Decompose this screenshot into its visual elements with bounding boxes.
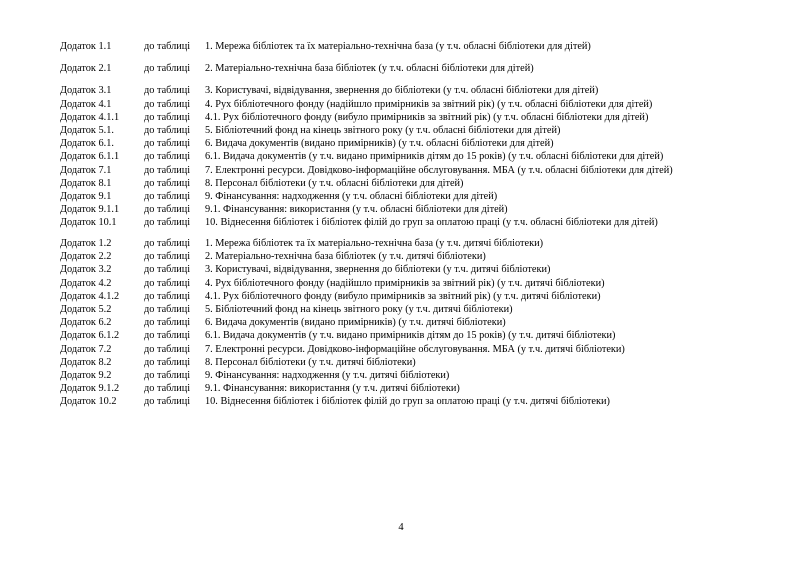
table-reference-label: до таблиці — [144, 85, 191, 97]
table-title: 1. Мережа бібліотек та їх матеріально-технічна база (у т.ч. обласні бібліотеки для дітей) — [205, 41, 591, 52]
appendix-row — [60, 237, 780, 250]
table-title: 3. Користувачі, відвідування, звернення до бібліотеки (у т.ч. дитячі бібліотеки) — [205, 264, 551, 276]
table-title: 8. Персонал бібліотеки (у т.ч. дитячі бібліотеки) — [205, 356, 416, 368]
appendix-row — [60, 250, 780, 263]
table-title: 8. Персонал бібліотеки (у т.ч. обласні бібліотеки для дітей) — [205, 177, 464, 189]
appendix-list-regional — [60, 40, 780, 229]
table-title: 2. Матеріально-технічна база бібліотек (у т.ч. обласні бібліотеки для дітей) — [205, 63, 534, 75]
appendix-row — [60, 343, 780, 356]
table-reference-label: до таблиці — [144, 217, 191, 229]
appendix-row — [60, 277, 780, 290]
appendix-row — [60, 40, 780, 53]
table-title: 4. Рух бібліотечного фонду (надійшло примірників за звітний рік) (у т.ч. обласні бібліотеки для дітей) — [205, 98, 653, 110]
appendix-code: Додаток 4.1.2 — [60, 290, 120, 302]
table-reference-label: до таблиці — [144, 177, 191, 189]
table-title: 6.1. Видача документів (у т.ч. видано примірників дітям до 15 років) (у т.ч. дитячі бібліотеки) — [205, 330, 616, 342]
appendix-row — [60, 137, 780, 150]
appendix-row — [60, 395, 780, 408]
appendix-code: Додаток 8.2 — [60, 356, 112, 368]
table-reference-label: до таблиці — [144, 111, 191, 123]
appendix-row — [60, 369, 780, 382]
table-reference-label: до таблиці — [144, 164, 191, 176]
table-reference-label: до таблиці — [144, 264, 191, 276]
table-title: 6.1. Видача документів (у т.ч. видано примірників дітям до 15 років) (у т.ч. обласні бібліотеки для дітей) — [205, 151, 664, 163]
table-title: 5. Бібліотечний фонд на кінець звітного року (у т.ч. обласні бібліотеки для дітей) — [205, 124, 561, 136]
table-title: 4. Рух бібліотечного фонду (надійшло примірників за звітний рік) (у т.ч. дитячі бібліотеки) — [205, 277, 605, 289]
appendix-code: Додаток 10.1 — [60, 217, 117, 229]
appendix-code: Додаток 8.1 — [60, 177, 112, 189]
appendix-code: Додаток 3.2 — [60, 264, 112, 276]
appendix-code: Додаток 9.1 — [60, 190, 112, 202]
appendix-code: Додаток 9.1.1 — [60, 204, 120, 216]
table-reference-label: до таблиці — [144, 251, 191, 263]
appendix-code: Додаток 1.1 — [60, 41, 112, 52]
appendix-list-children — [60, 237, 780, 408]
appendix-code: Додаток 2.2 — [60, 251, 112, 263]
appendix-row — [60, 164, 780, 177]
appendix-row — [60, 329, 780, 342]
appendix-code: Додаток 4.1.1 — [60, 111, 120, 123]
table-reference-label: до таблиці — [144, 98, 191, 110]
appendix-row — [60, 62, 780, 75]
table-title: 9.1. Фінансування: використання (у т.ч. обласні бібліотеки для дітей) — [205, 204, 508, 216]
table-title: 6. Видача документів (видано примірників) (у т.ч. обласні бібліотеки для дітей) — [205, 138, 554, 150]
appendix-code: Додаток 10.2 — [60, 396, 117, 408]
table-reference-label: до таблиці — [144, 204, 191, 216]
table-reference-label: до таблиці — [144, 303, 191, 315]
appendix-row — [60, 177, 780, 190]
table-title: 10. Віднесення бібліотек і бібліотек філій до груп за оплатою праці (у т.ч. дитячі бібліотеки) — [205, 396, 610, 408]
appendix-code: Додаток 3.1 — [60, 85, 112, 97]
appendix-row — [60, 111, 780, 124]
table-reference-label: до таблиці — [144, 63, 191, 75]
table-reference-label: до таблиці — [144, 383, 191, 395]
page-number: 4 — [398, 522, 404, 533]
appendix-code: Додаток 6.2 — [60, 317, 112, 329]
appendix-code: Додаток 2.1 — [60, 63, 112, 75]
appendix-code: Додаток 1.2 — [60, 238, 112, 249]
table-title: 7. Електронні ресурси. Довідково-інформаційне обслуговування. МБА (у т.ч. дитячі бібліотеки) — [205, 343, 625, 355]
appendix-code: Додаток 6.1.1 — [60, 151, 120, 163]
table-title: 3. Користувачі, відвідування, звернення до бібліотеки (у т.ч. обласні бібліотеки для дітей) — [205, 85, 599, 97]
table-reference-label: до таблиці — [144, 396, 191, 408]
appendix-row — [60, 216, 780, 229]
appendix-code: Додаток 6.1. — [60, 138, 114, 150]
appendix-code: Додаток 6.1.2 — [60, 330, 120, 342]
table-title: 9.1. Фінансування: використання (у т.ч. дитячі бібліотеки) — [205, 383, 460, 395]
appendix-row — [60, 124, 780, 137]
table-reference-label: до таблиці — [144, 356, 191, 368]
table-title: 10. Віднесення бібліотек і бібліотек філій до груп за оплатою праці (у т.ч. обласні бібліотеки для дітей) — [205, 217, 658, 229]
appendix-code: Додаток 4.2 — [60, 277, 112, 289]
table-reference-label: до таблиці — [144, 190, 191, 202]
appendix-code: Додаток 7.2 — [60, 343, 112, 355]
appendix-row — [60, 263, 780, 276]
table-title: 6. Видача документів (видано примірників) (у т.ч. дитячі бібліотеки) — [205, 317, 506, 329]
table-title: 9. Фінансування: надходження (у т.ч. дитячі бібліотеки) — [205, 369, 450, 381]
appendix-row — [60, 98, 780, 111]
table-title: 9. Фінансування: надходження (у т.ч. обласні бібліотеки для дітей) — [205, 190, 498, 202]
table-reference-label: до таблиці — [144, 151, 191, 163]
appendix-row — [60, 190, 780, 203]
table-title: 5. Бібліотечний фонд на кінець звітного року (у т.ч. дитячі бібліотеки) — [205, 303, 513, 315]
appendix-row — [60, 290, 780, 303]
appendix-code: Додаток 9.1.2 — [60, 383, 120, 395]
appendix-row — [60, 203, 780, 216]
appendix-row — [60, 316, 780, 329]
table-reference-label: до таблиці — [144, 369, 191, 381]
table-reference-label: до таблиці — [144, 277, 191, 289]
table-reference-label: до таблиці — [144, 238, 191, 249]
table-title: 1. Мережа бібліотек та їх матеріально-технічна база (у т.ч. дитячі бібліотеки) — [205, 238, 544, 249]
appendix-row — [60, 84, 780, 97]
appendix-code: Додаток 5.1. — [60, 124, 114, 136]
table-reference-label: до таблиці — [144, 290, 191, 302]
appendix-row — [60, 382, 780, 395]
table-title: 7. Електронні ресурси. Довідково-інформаційне обслуговування. МБА (у т.ч. обласні бібліотеки для дітей) — [205, 164, 673, 176]
appendix-code: Додаток 7.1 — [60, 164, 112, 176]
appendix-row — [60, 150, 780, 163]
appendix-code: Додаток 9.2 — [60, 369, 112, 381]
table-title: 2. Матеріально-технічна база бібліотек (у т.ч. дитячі бібліотеки) — [205, 251, 486, 263]
table-title: 4.1. Рух бібліотечного фонду (вибуло примірників за звітний рік) (у т.ч. дитячі бібліотеки) — [205, 290, 601, 302]
appendix-row — [60, 303, 780, 316]
table-reference-label: до таблиці — [144, 317, 191, 329]
table-reference-label: до таблиці — [144, 343, 191, 355]
table-reference-label: до таблиці — [144, 124, 191, 136]
table-reference-label: до таблиці — [144, 138, 191, 150]
appendix-code: Додаток 4.1 — [60, 98, 112, 110]
table-title: 4.1. Рух бібліотечного фонду (вибуло примірників за звітний рік) (у т.ч. обласні бібліотеки для дітей) — [205, 111, 649, 123]
appendix-row — [60, 356, 780, 369]
appendix-code: Додаток 5.2 — [60, 303, 112, 315]
table-reference-label: до таблиці — [144, 41, 191, 52]
table-reference-label: до таблиці — [144, 330, 191, 342]
